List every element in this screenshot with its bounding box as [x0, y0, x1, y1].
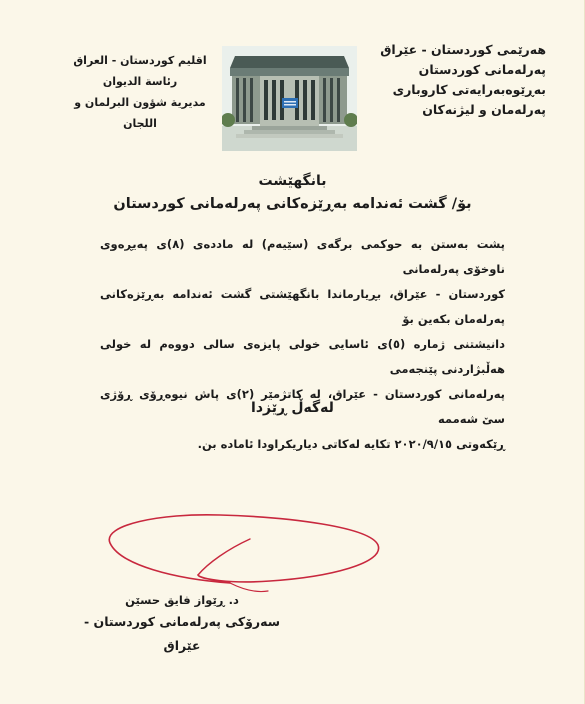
body-line: کوردستان - عێراق، بڕیارماندا بانگهێشتی گشت ئەندامە بەڕێزەکانی پەرلەمان بکەین بۆ: [100, 287, 505, 326]
header-kurdish-line: بەڕێوەبەرایەتی کاروباری: [392, 82, 546, 97]
title-addressee: بۆ/ گشت ئەندامە بەڕێزەکانی پەرلەمانی کوردستان: [113, 196, 472, 212]
header-kurdish-line: پەرلەمان و لیژنەکان: [422, 102, 546, 117]
header-kurdish: [371, 40, 546, 120]
parliament-building-logo: [222, 46, 357, 151]
signatory-block: [82, 590, 282, 658]
header-arabic-line: اقليم كوردستان - العراق: [73, 54, 207, 67]
body-line: دانیشتنی ژمارە (٥)ی ئاسایی خولی پایزەی سالی دووەم لە خولی هەڵبژاردنی پێنجەمی: [100, 337, 506, 376]
signatory-name: د. ڕێواز فایق حسێن: [125, 593, 239, 607]
body-line: ڕێکەوتی ٢٠٢٠/٩/١٥ تکایە لەکاتی دیاریکراودا ئامادە بن.: [197, 437, 505, 451]
header-arabic-line: مديرية شؤون البرلمان و اللجان: [74, 96, 206, 130]
body-line: پشت بەستن بە حوکمی برگەی (سێیەم) لە ماددەی (٨)ی پەیڕەوی ناوخۆی پەرلەمانی: [100, 237, 505, 276]
header-kurdish-line: هەرێمی کوردستان - عێراق: [380, 42, 546, 57]
signatory-title: سەرۆکی پەرلەمانی کوردستان - عێراق: [84, 614, 280, 653]
title-invitation: بانگهێشت: [258, 173, 327, 189]
header-arabic: [70, 50, 210, 134]
body-line: پەرلەمانی کوردستان - عێراق، لە کاتژمێر (٢)ی پاش نیوەڕۆی ڕۆژی سێ شەممە: [100, 387, 505, 426]
header-kurdish-line: پەرلەمانی کوردستان: [418, 62, 546, 77]
header-arabic-line: رئاسة الديوان: [102, 75, 178, 88]
document-title: [60, 170, 525, 216]
closing-regards: لەگەڵ ڕێزدا: [251, 400, 334, 416]
body-paragraph: [100, 232, 505, 457]
